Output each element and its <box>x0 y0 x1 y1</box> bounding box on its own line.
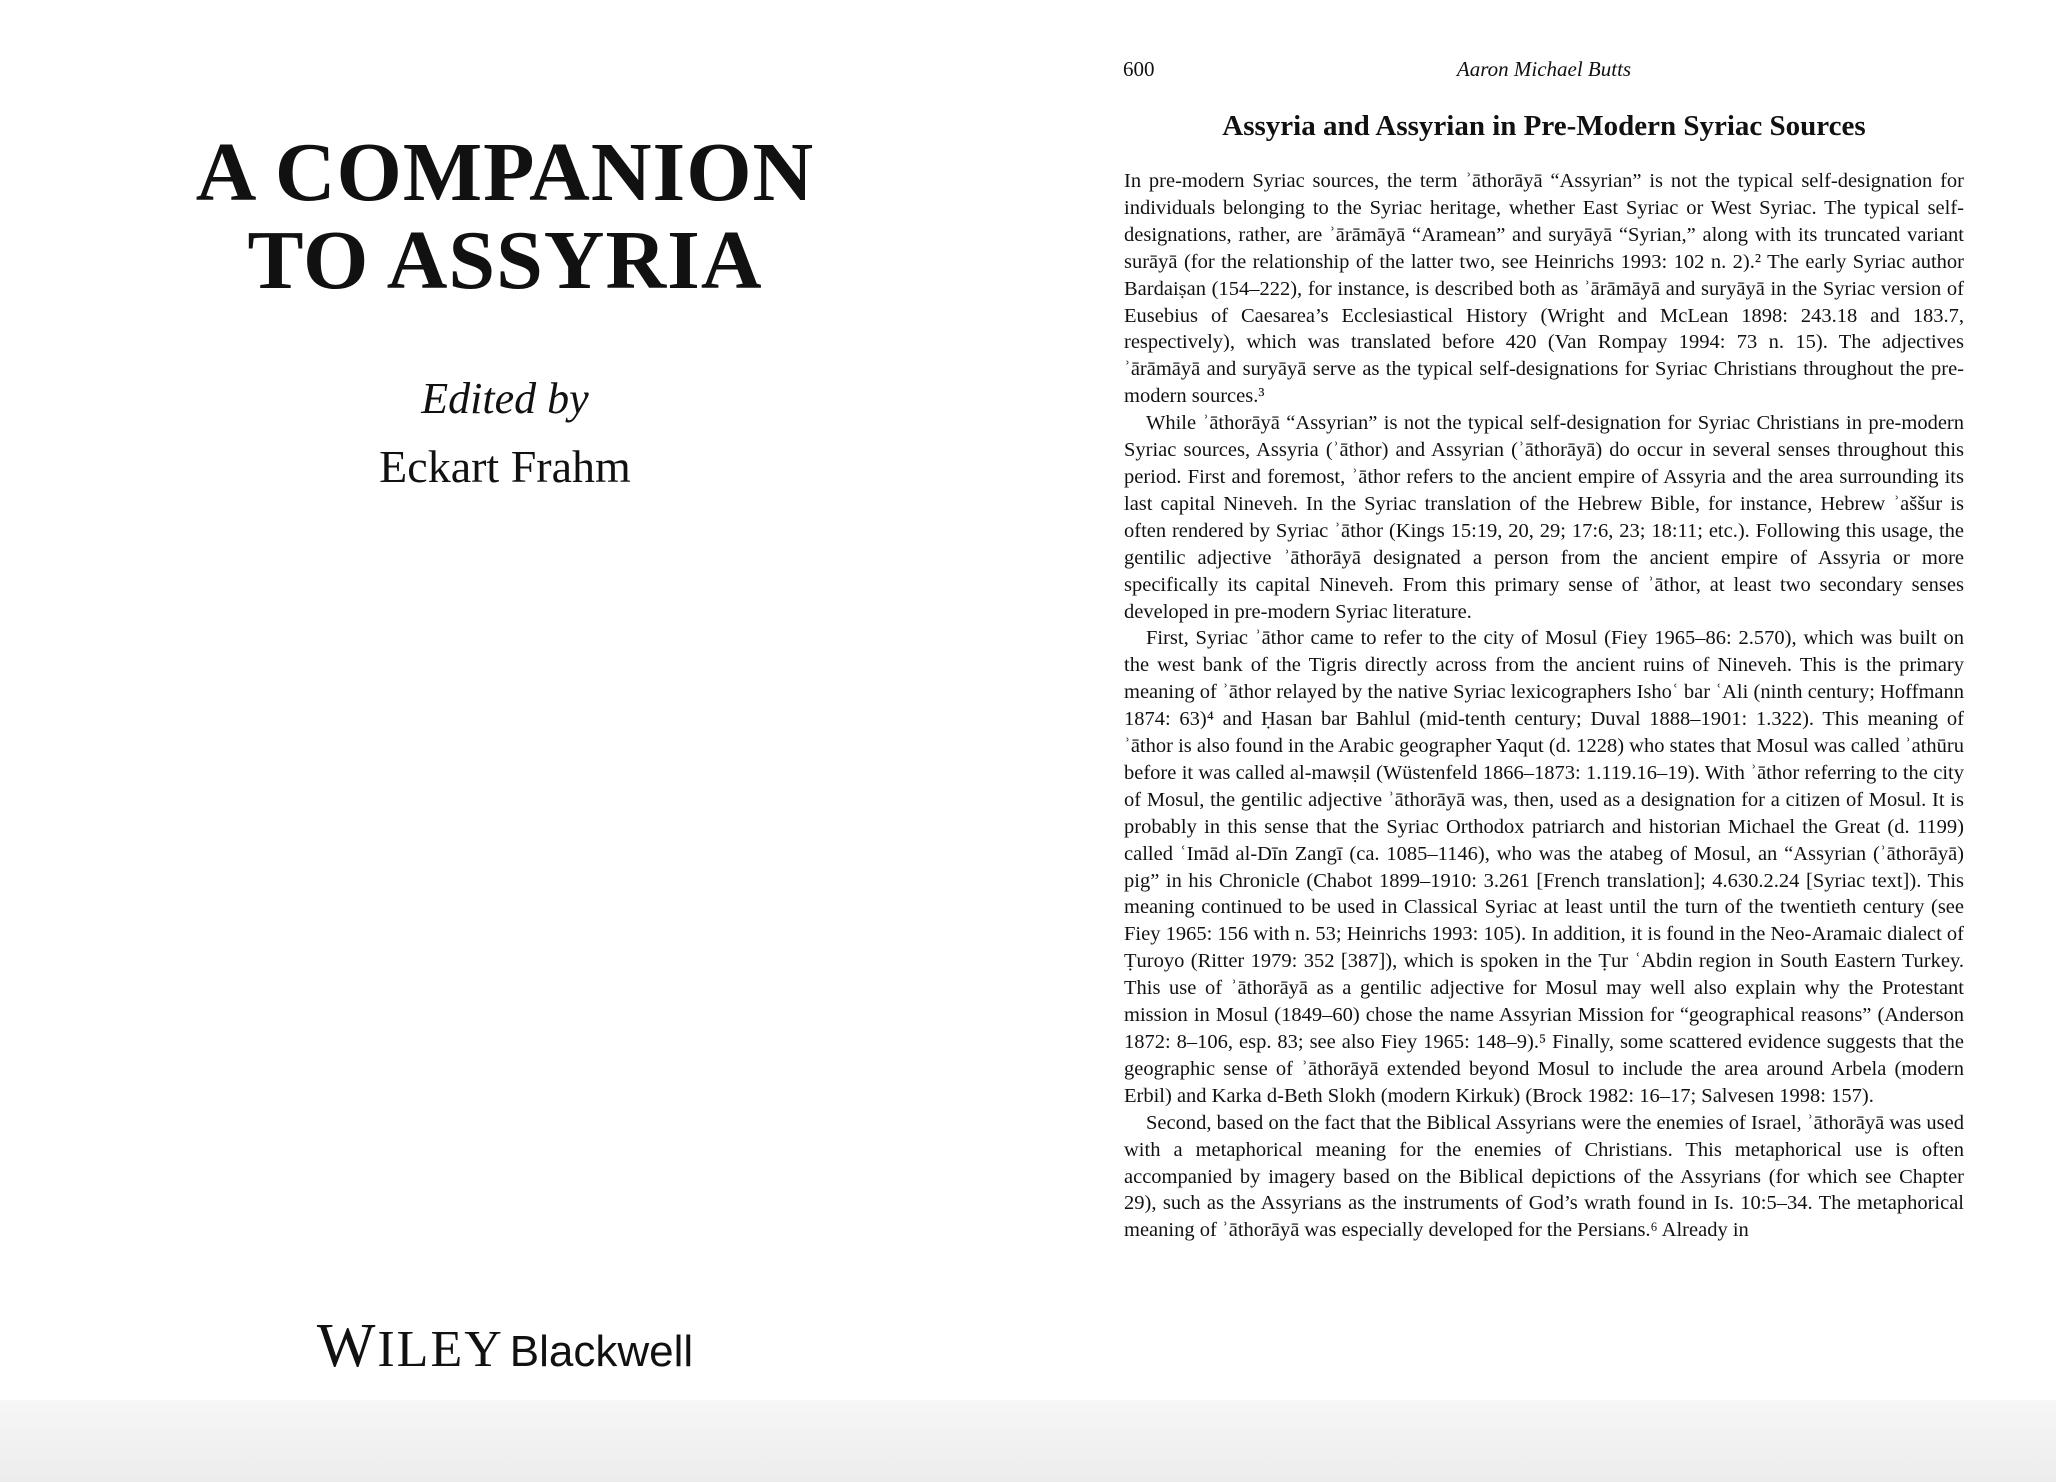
body-text <box>1124 168 1964 1244</box>
edited-by-label: Edited by <box>421 374 589 423</box>
editor-name: Eckart Frahm <box>379 441 631 492</box>
running-head-author: Aaron Michael Butts <box>1456 57 1632 81</box>
paragraph-4: Second, based on the fact that the Biblical Assyrians were the enemies of Israel, ʾāthorāyā was used with a metaphorical meaning for the enemies of Christians. This metaphorical use is often accompanied by imagery based on the Biblical depictions of the Assyrians (for which see Chapter 29), such as the Assyrians as the instruments of God’s wrath found in Is. 10:5–34. The metaphorical meaning of ʾāthorāyā was especially developed for the Persians.⁶ Already in <box>1124 1111 1964 1242</box>
publisher-wiley-initial: W <box>316 1312 378 1380</box>
paragraph-3: First, Syriac ʾāthor came to refer to the city of Mosul (Fiey 1965–86: 2.570), which was built on the west bank of the Tigris directly across from the ancient ruins of Nineveh. This is the primary meaning of ʾāthor relayed by the native Syriac lexicographers Ishoʿ bar ʿAli (ninth century; Hoffmann 1874: 63)⁴ and Ḥasan bar Bahlul (mid-tenth century; Duval 1888–1901: 1.322). This meaning of ʾāthor is also found in the Arabic geographer Yaqut (d. 1228) who states that Mosul was called ʾathūru before it was called al-mawṣil (Wüstenfeld 1866–1873: 1.119.16–19). With ʾāthor referring to the city of Mosul, the gentilic adjective ʾāthorāyā was, then, used as a designation for a citizen of Mosul. It is probably in this sense that the Syriac Orthodox patriarch and historian Michael the Great (d. 1199) called ʿImād al-Dīn Zangī (ca. 1085–1146), who was the atabeg of Mosul, an “Assyrian (ʾāthorāyā) pig” in his Chronicle (Chabot 1899–1910: 3.261 [French translation]; 4.630.2.24 [Syriac text]). This meaning continued to be used in Classical Syriac at least until the turn of the twentieth century (see Fiey 1965: 156 with n. 53; Heinrichs 1993: 105). In addition, it is found in the Neo-Aramaic dialect of Ṭuroyo (Ritter 1979: 352 [387]), which is spoken in the Ṭur ʿAbdin region in South Eastern Turkey. This use of ʾāthorāyā as a gentilic adjective for Mosul may well also explain why the Protestant mission in Mosul (1849–60) chose the name Assyrian Mission for “geographical reasons” (Anderson 1872: 8–106, esp. 83; see also Fiey 1965: 148–9).⁵ Finally, some scattered evidence suggests that the geographic sense of ʾāthorāyā extended beyond Mosul to include the area around Arbela (modern Erbil) and Karka d-Beth Slokh (modern Kirkuk) (Brock 1982: 16–17; Salvesen 1998: 157). <box>1124 627 1964 1107</box>
publisher-blackwell: Blackwell <box>509 1327 694 1376</box>
publisher-logo <box>0 1312 1010 1382</box>
bottom-shadow <box>0 1400 2056 1482</box>
paragraph-1: In pre-modern Syriac sources, the term ʾāthorāyā “Assyrian” is not the typical self-designation for individuals belonging to the Syriac heritage, whether East Syriac or West Syriac. The typical self-designations, rather, are ʾārāmāyā “Aramean” and suryāyā “Syrian,” along with its truncated variant surāyā (for the relationship of the latter two, see Heinrichs 1993: 102 n. 2).² The early Syriac author Bardaiṣan (154–222), for instance, is described both as ʾārāmāyā and suryāyā in the Syriac version of Eusebius of Caesarea’s Ecclesiastical History (Wright and McLean 1898: 243.18 and 183.7, respectively), which was translated before 420 (Van Rompay 1994: 73 n. 15). The adjectives ʾārāmāyā and suryāyā serve as the typical self-designations for Syriac Christians throughout the pre-modern sources.³ <box>1124 170 1964 408</box>
publisher-wiley-rest: ILEY <box>377 1321 504 1378</box>
publisher-wiley <box>316 1312 504 1380</box>
left-page-cover <box>0 0 1024 1420</box>
section-heading: Assyria and Assyrian in Pre-Modern Syriac Sources <box>1222 110 1866 142</box>
book-title-line-1: A COMPANION <box>195 126 815 219</box>
page-number: 600 <box>1123 57 1155 81</box>
book-title-line-2: TO ASSYRIA <box>247 214 763 307</box>
paragraph-2: While ʾāthorāyā “Assyrian” is not the typical self-designation for Syriac Christians in pre-modern Syriac sources, Assyria (ʾāthor) and Assyrian (ʾāthorāyā) do occur in several senses throughout this period. First and foremost, ʾāthor refers to the ancient empire of Assyria and the area surrounding its last capital Nineveh. In the Syriac translation of the Hebrew Bible, for instance, Hebrew ʾaššur is often rendered by Syriac ʾāthor (Kings 15:19, 20, 29; 17:6, 23; 18:11; etc.). Following this usage, the gentilic adjective ʾāthorāyā designated a person from the ancient empire of Assyria or more specifically its capital Nineveh. From this primary sense of ʾāthor, at least two secondary senses developed in pre-modern Syriac literature. <box>1124 412 1964 623</box>
